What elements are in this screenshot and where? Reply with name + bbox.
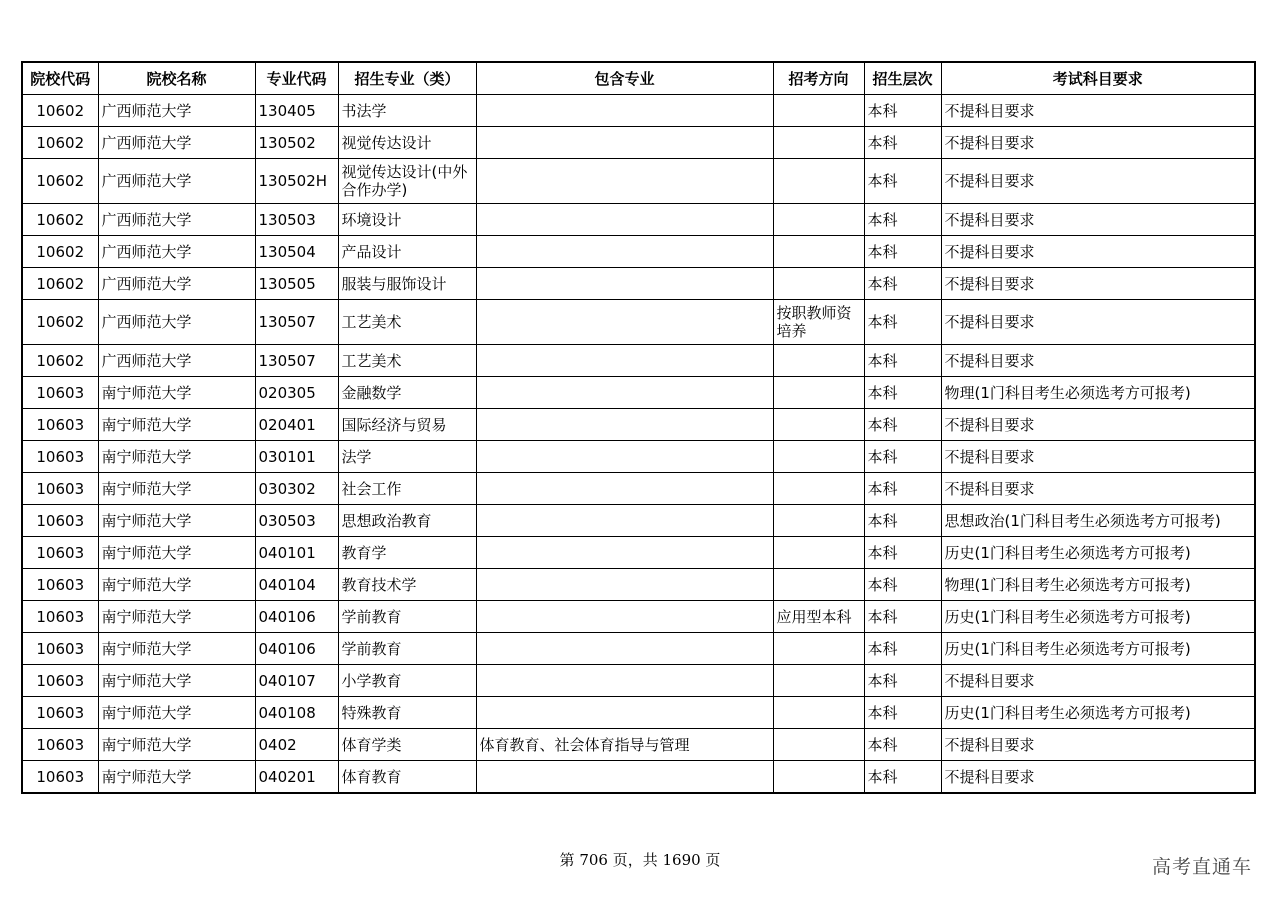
cell-included-majors (476, 345, 773, 377)
cell-school-code: 10603 (22, 505, 98, 537)
cell-included-majors (476, 569, 773, 601)
cell-school-code: 10603 (22, 697, 98, 729)
cell-direction (773, 268, 864, 300)
cell-major: 金融数学 (338, 377, 476, 409)
table-row (22, 300, 1255, 345)
table-row (22, 377, 1255, 409)
table-row (22, 236, 1255, 268)
cell-included-majors (476, 697, 773, 729)
cell-school-name: 南宁师范大学 (98, 537, 255, 569)
cell-included-majors (476, 473, 773, 505)
cell-major-code: 030101 (255, 441, 338, 473)
cell-direction (773, 377, 864, 409)
cell-major: 体育教育 (338, 761, 476, 794)
cell-subject-requirement: 物理(1门科目考生必须选考方可报考) (941, 569, 1255, 601)
cell-major-code: 030302 (255, 473, 338, 505)
cell-level: 本科 (864, 159, 941, 204)
cell-direction: 应用型本科 (773, 601, 864, 633)
cell-school-code: 10603 (22, 409, 98, 441)
cell-level: 本科 (864, 601, 941, 633)
table-row (22, 569, 1255, 601)
cell-school-code: 10602 (22, 159, 98, 204)
cell-school-name: 南宁师范大学 (98, 377, 255, 409)
cell-school-name: 南宁师范大学 (98, 633, 255, 665)
cell-school-code: 10602 (22, 236, 98, 268)
cell-level: 本科 (864, 729, 941, 761)
cell-level: 本科 (864, 127, 941, 159)
cell-major: 视觉传达设计 (338, 127, 476, 159)
cell-direction (773, 697, 864, 729)
cell-level: 本科 (864, 377, 941, 409)
cell-level: 本科 (864, 300, 941, 345)
cell-school-name: 南宁师范大学 (98, 665, 255, 697)
cell-direction (773, 441, 864, 473)
cell-major-code: 040106 (255, 633, 338, 665)
cell-major: 教育技术学 (338, 569, 476, 601)
cell-school-code: 10603 (22, 569, 98, 601)
cell-school-code: 10603 (22, 761, 98, 794)
cell-level: 本科 (864, 665, 941, 697)
cell-major-code: 130503 (255, 204, 338, 236)
cell-direction (773, 159, 864, 204)
cell-major-code: 040106 (255, 601, 338, 633)
cell-included-majors (476, 441, 773, 473)
cell-subject-requirement: 不提科目要求 (941, 159, 1255, 204)
table-row (22, 95, 1255, 127)
cell-included-majors (476, 236, 773, 268)
cell-subject-requirement: 不提科目要求 (941, 473, 1255, 505)
cell-school-code: 10603 (22, 441, 98, 473)
cell-level: 本科 (864, 569, 941, 601)
table-row (22, 159, 1255, 204)
cell-school-name: 南宁师范大学 (98, 697, 255, 729)
cell-school-name: 广西师范大学 (98, 268, 255, 300)
cell-school-name: 广西师范大学 (98, 127, 255, 159)
table-row (22, 601, 1255, 633)
cell-included-majors (476, 601, 773, 633)
header-school-name: 院校名称 (98, 62, 255, 95)
cell-direction (773, 473, 864, 505)
cell-level: 本科 (864, 537, 941, 569)
cell-level: 本科 (864, 633, 941, 665)
table-row (22, 537, 1255, 569)
cell-subject-requirement: 不提科目要求 (941, 127, 1255, 159)
cell-level: 本科 (864, 761, 941, 794)
cell-school-name: 广西师范大学 (98, 204, 255, 236)
cell-major-code: 130507 (255, 345, 338, 377)
cell-subject-requirement: 不提科目要求 (941, 268, 1255, 300)
cell-level: 本科 (864, 473, 941, 505)
cell-major: 视觉传达设计(中外合作办学) (338, 159, 476, 204)
table-row (22, 473, 1255, 505)
cell-level: 本科 (864, 268, 941, 300)
cell-included-majors (476, 537, 773, 569)
cell-subject-requirement: 不提科目要求 (941, 441, 1255, 473)
cell-included-majors (476, 95, 773, 127)
cell-school-code: 10603 (22, 601, 98, 633)
cell-subject-requirement: 历史(1门科目考生必须选考方可报考) (941, 633, 1255, 665)
cell-major: 特殊教育 (338, 697, 476, 729)
cell-level: 本科 (864, 95, 941, 127)
cell-subject-requirement: 不提科目要求 (941, 345, 1255, 377)
header-subject-requirement: 考试科目要求 (941, 62, 1255, 95)
cell-school-name: 南宁师范大学 (98, 601, 255, 633)
header-included-majors: 包含专业 (476, 62, 773, 95)
cell-school-name: 南宁师范大学 (98, 409, 255, 441)
cell-direction (773, 761, 864, 794)
cell-direction (773, 505, 864, 537)
cell-direction (773, 204, 864, 236)
cell-subject-requirement: 不提科目要求 (941, 761, 1255, 794)
cell-school-code: 10602 (22, 345, 98, 377)
cell-level: 本科 (864, 409, 941, 441)
cell-subject-requirement: 历史(1门科目考生必须选考方可报考) (941, 601, 1255, 633)
cell-school-name: 南宁师范大学 (98, 441, 255, 473)
cell-direction (773, 537, 864, 569)
table-header-row (22, 62, 1255, 95)
cell-direction (773, 236, 864, 268)
cell-subject-requirement: 不提科目要求 (941, 409, 1255, 441)
cell-subject-requirement: 不提科目要求 (941, 236, 1255, 268)
cell-subject-requirement: 历史(1门科目考生必须选考方可报考) (941, 537, 1255, 569)
cell-included-majors (476, 761, 773, 794)
cell-level: 本科 (864, 204, 941, 236)
cell-included-majors (476, 633, 773, 665)
cell-major: 教育学 (338, 537, 476, 569)
cell-subject-requirement: 不提科目要求 (941, 300, 1255, 345)
table-row (22, 697, 1255, 729)
cell-major: 社会工作 (338, 473, 476, 505)
table-body (22, 95, 1255, 794)
cell-school-name: 广西师范大学 (98, 95, 255, 127)
cell-direction (773, 127, 864, 159)
cell-direction: 按职教师资培养 (773, 300, 864, 345)
cell-school-code: 10602 (22, 268, 98, 300)
cell-level: 本科 (864, 345, 941, 377)
cell-included-majors (476, 159, 773, 204)
cell-subject-requirement: 不提科目要求 (941, 204, 1255, 236)
cell-included-majors: 体育教育、社会体育指导与管理 (476, 729, 773, 761)
cell-school-code: 10603 (22, 377, 98, 409)
cell-subject-requirement: 不提科目要求 (941, 729, 1255, 761)
admissions-table (21, 61, 1256, 794)
cell-major: 产品设计 (338, 236, 476, 268)
cell-direction (773, 569, 864, 601)
cell-school-code: 10602 (22, 204, 98, 236)
cell-major-code: 130505 (255, 268, 338, 300)
watermark: 高考直通车 (1151, 856, 1252, 878)
cell-included-majors (476, 127, 773, 159)
cell-school-code: 10603 (22, 633, 98, 665)
cell-school-code: 10602 (22, 300, 98, 345)
cell-major: 小学教育 (338, 665, 476, 697)
cell-level: 本科 (864, 505, 941, 537)
table-row (22, 729, 1255, 761)
cell-major: 思想政治教育 (338, 505, 476, 537)
cell-major: 学前教育 (338, 601, 476, 633)
cell-direction (773, 729, 864, 761)
header-school-code: 院校代码 (22, 62, 98, 95)
cell-school-code: 10603 (22, 537, 98, 569)
cell-subject-requirement: 不提科目要求 (941, 95, 1255, 127)
cell-included-majors (476, 377, 773, 409)
header-level: 招生层次 (864, 62, 941, 95)
cell-school-name: 南宁师范大学 (98, 729, 255, 761)
cell-subject-requirement: 思想政治(1门科目考生必须选考方可报考) (941, 505, 1255, 537)
cell-major-code: 040108 (255, 697, 338, 729)
cell-school-code: 10602 (22, 127, 98, 159)
cell-major-code: 040107 (255, 665, 338, 697)
cell-school-code: 10603 (22, 473, 98, 505)
cell-direction (773, 345, 864, 377)
cell-major: 工艺美术 (338, 345, 476, 377)
table-row (22, 127, 1255, 159)
page-number: 第 706 页，共 1690 页 (559, 851, 721, 869)
header-major-code: 专业代码 (255, 62, 338, 95)
cell-subject-requirement: 历史(1门科目考生必须选考方可报考) (941, 697, 1255, 729)
table-row (22, 761, 1255, 794)
cell-level: 本科 (864, 236, 941, 268)
cell-subject-requirement: 不提科目要求 (941, 665, 1255, 697)
cell-direction (773, 633, 864, 665)
table-row (22, 441, 1255, 473)
cell-included-majors (476, 300, 773, 345)
cell-level: 本科 (864, 441, 941, 473)
cell-major-code: 0402 (255, 729, 338, 761)
cell-major: 书法学 (338, 95, 476, 127)
cell-major-code: 130502H (255, 159, 338, 204)
table-row (22, 409, 1255, 441)
cell-major: 工艺美术 (338, 300, 476, 345)
cell-direction (773, 95, 864, 127)
table-row (22, 633, 1255, 665)
cell-included-majors (476, 268, 773, 300)
cell-included-majors (476, 409, 773, 441)
cell-major-code: 130504 (255, 236, 338, 268)
cell-school-name: 广西师范大学 (98, 236, 255, 268)
cell-major-code: 130405 (255, 95, 338, 127)
cell-school-name: 广西师范大学 (98, 345, 255, 377)
cell-major-code: 040104 (255, 569, 338, 601)
cell-school-code: 10603 (22, 665, 98, 697)
cell-major-code: 130502 (255, 127, 338, 159)
cell-direction (773, 409, 864, 441)
cell-major: 环境设计 (338, 204, 476, 236)
cell-school-name: 广西师范大学 (98, 159, 255, 204)
cell-school-code: 10602 (22, 95, 98, 127)
cell-major: 服装与服饰设计 (338, 268, 476, 300)
cell-major-code: 020401 (255, 409, 338, 441)
cell-included-majors (476, 204, 773, 236)
cell-school-name: 南宁师范大学 (98, 473, 255, 505)
cell-direction (773, 665, 864, 697)
cell-major-code: 130507 (255, 300, 338, 345)
cell-major: 国际经济与贸易 (338, 409, 476, 441)
table-row (22, 204, 1255, 236)
cell-level: 本科 (864, 697, 941, 729)
cell-major: 体育学类 (338, 729, 476, 761)
cell-included-majors (476, 665, 773, 697)
cell-school-name: 广西师范大学 (98, 300, 255, 345)
header-direction: 招考方向 (773, 62, 864, 95)
cell-major: 法学 (338, 441, 476, 473)
header-major: 招生专业（类） (338, 62, 476, 95)
cell-major-code: 030503 (255, 505, 338, 537)
table-row (22, 665, 1255, 697)
table-row (22, 345, 1255, 377)
cell-major-code: 040101 (255, 537, 338, 569)
table-row (22, 505, 1255, 537)
table-row (22, 268, 1255, 300)
cell-school-code: 10603 (22, 729, 98, 761)
cell-school-name: 南宁师范大学 (98, 569, 255, 601)
cell-school-name: 南宁师范大学 (98, 761, 255, 794)
cell-major-code: 020305 (255, 377, 338, 409)
cell-school-name: 南宁师范大学 (98, 505, 255, 537)
cell-subject-requirement: 物理(1门科目考生必须选考方可报考) (941, 377, 1255, 409)
cell-included-majors (476, 505, 773, 537)
cell-major-code: 040201 (255, 761, 338, 794)
cell-major: 学前教育 (338, 633, 476, 665)
